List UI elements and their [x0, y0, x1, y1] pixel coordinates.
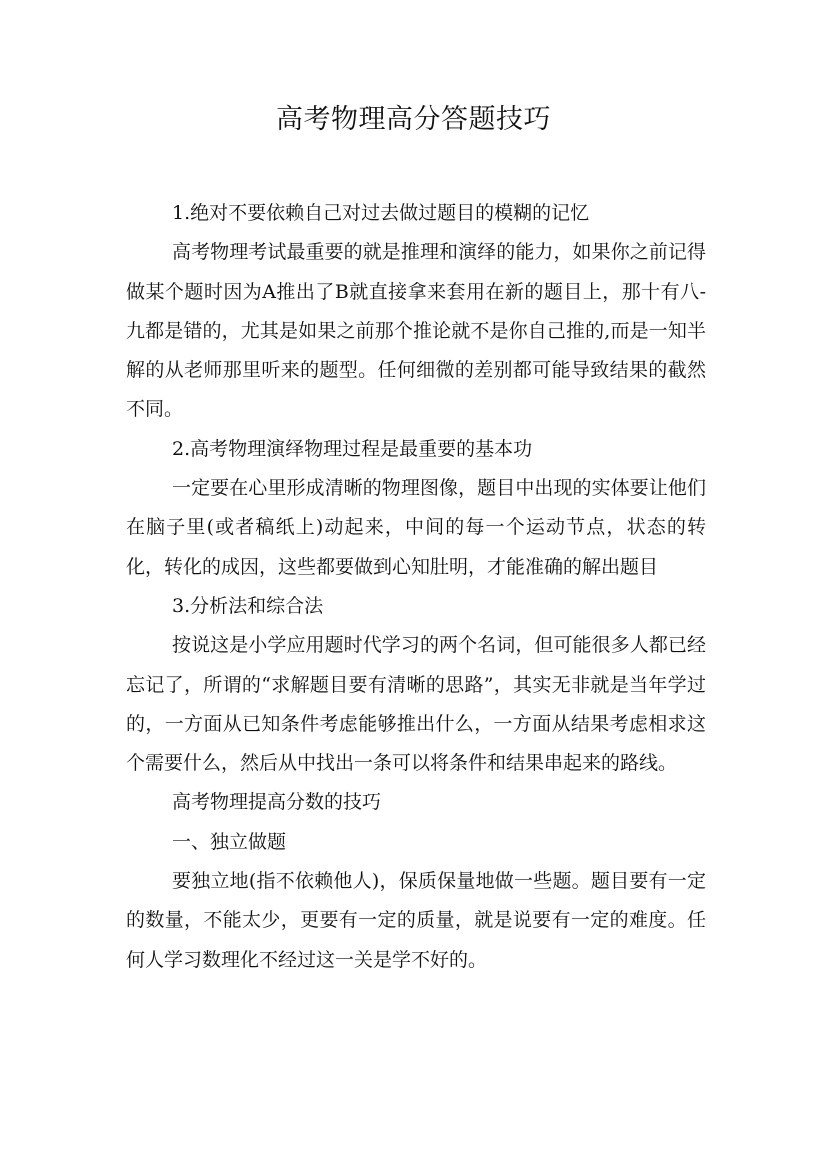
section-heading-2: 2.高考物理演绎物理过程是最重要的基本功 — [172, 437, 533, 460]
document-body — [126, 194, 706, 980]
section-heading-1: 1.绝对不要依赖自己对过去做过题目的模糊的记忆 — [172, 202, 590, 224]
paragraph-4: 要独立地(指不依赖他人)，保质保量地做一些题。题目要有一定的数量，不能太少，更要有一定的质量，就是说要有一定的难度。任何人学习数理化不经过这一关是学不好的。 — [126, 870, 706, 971]
document-title: 高考物理高分答题技巧 — [276, 104, 551, 135]
subsection-heading-1: 一、独立做题 — [172, 830, 287, 853]
section-heading-4: 高考物理提高分数的技巧 — [172, 791, 382, 814]
section-heading-3: 3.分析法和综合法 — [172, 594, 324, 617]
paragraph-2: 一定要在心里形成清晰的物理图像，题目中出现的实体要让他们在脑子里(或者稿纸上)动起来，中间的每一个运动节点，状态的转化，转化的成因，这些都要做到心知肚明，才能准确的解出题目 — [126, 477, 706, 578]
paragraph-1: 高考物理考试最重要的就是推理和演绎的能力，如果你之前记得做某个题时因为A推出了B就直接拿来套用在新的题目上，那十有八-九都是错的，尤其是如果之前那个推论就不是你自己推的,而是一知半解的从老师那里听来的题型。任何细微的差别都可能导致结果的截然不同。 — [126, 241, 706, 421]
paragraph-3: 按说这是小学应用题时代学习的两个名词，但可能很多人都已经忘记了，所谓的“求解题目要有清晰的思路”，其实无非就是当年学过的，一方面从已知条件考虑能够推出什么，一方面从结果考虑相求这个需要什么，然后从中找出一条可以将条件和结果串起来的路线。 — [126, 634, 706, 775]
